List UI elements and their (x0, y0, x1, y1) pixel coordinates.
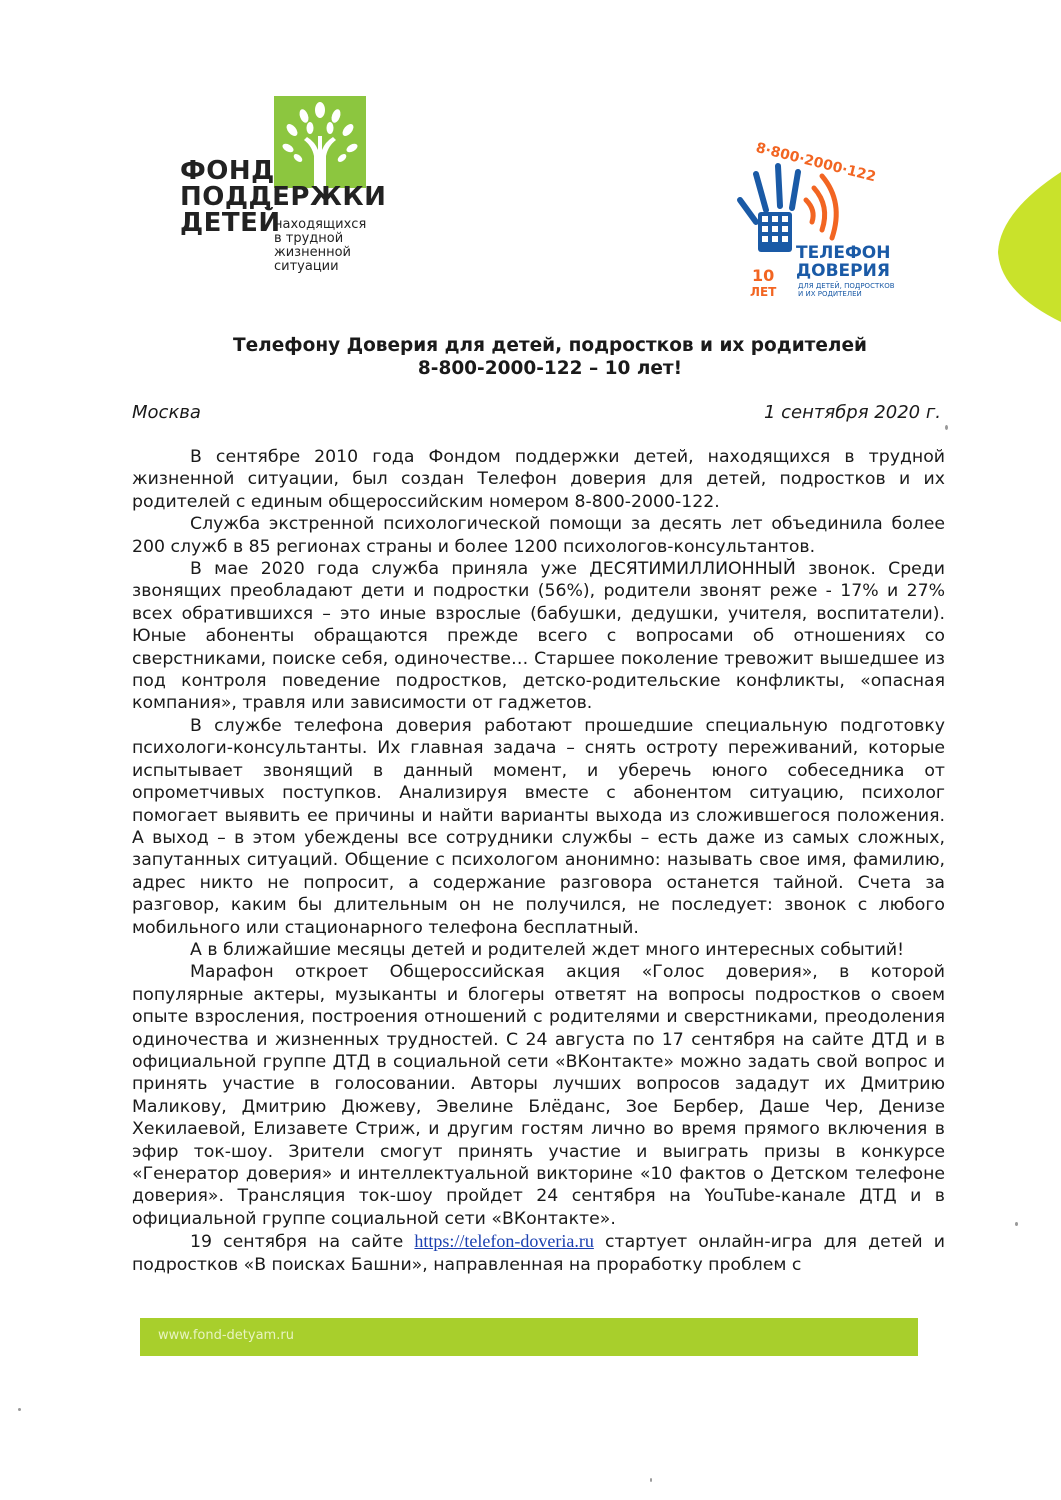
site-link[interactable]: https://telefon-doveria.ru (414, 1231, 594, 1252)
hotline-subtitle-line: ДЛЯ ДЕТЕЙ, ПОДРОСТКОВ (798, 282, 895, 290)
scan-speck (18, 1408, 21, 1411)
hotline-title-line: ДОВЕРИЯ (796, 261, 890, 281)
title-line-2: 8-800-2000-122 – 10 лет! (417, 358, 683, 379)
fund-name-line: ПОДДЕРЖКИ (180, 182, 387, 212)
fund-logo (180, 96, 387, 286)
hotline-number: 8·800·2000·122 (754, 140, 878, 186)
hotline-subtitle-line: И ИХ РОДИТЕЛЕЙ (798, 290, 862, 298)
paragraph: В сентябре 2010 года Фондом поддержки детей, находящихся в трудной жизненной ситуации, был создан Телефон доверия для детей, подростков и их родителей с единым общероссийским номером 8-800-2000-122. (132, 447, 945, 512)
fund-subtitle-line: в трудной (274, 231, 344, 246)
hotline-title-line: ТЕЛЕФОН (796, 243, 891, 263)
fund-name-line: ФОНД (180, 156, 275, 186)
paragraph: В мае 2020 года служба приняла уже ДЕСЯТИМИЛЛИОННЫЙ звонок. Среди звонящих преобладают дети и подростки (56%), родители звонят реже - 17% и 27% всех обратившихся – это иные взрослые (бабушки, дедушки, учителя, воспитатели). Юные абоненты обращаются прежде всего с вопросами об отношениях со сверстниками, поиске себя, одиночестве… Старшее поколение тревожит вышедшее из под контроля поведение подростков, детско-родительские конфликты, «опасная компания», травля или зависимости от гаджетов. (132, 559, 945, 714)
scan-speck (650, 1478, 652, 1482)
fund-subtitle (274, 218, 366, 274)
hotline-logo (728, 140, 903, 310)
fund-subtitle-line: жизненной (274, 245, 351, 260)
fund-name-line: ДЕТЕЙ (180, 208, 281, 238)
years-label: ЛЕТ (750, 285, 777, 299)
paragraph-text: 19 сентября на сайте (190, 1232, 415, 1253)
fund-subtitle-line: ситуации (274, 259, 339, 274)
paragraph-text: стартует онлайн-игра для детей и подростков «В поисках Башни», направленная на проработку проблем с (132, 1232, 946, 1275)
paragraph: В службе телефона доверия работают прошедшие специальную подготовку психологи-консультанты. Их главная задача – снять остроту переживаний, которые испытывает звонящий в данный момент, и уберечь юного собеседника от опрометчивых поступков. Анализируя вместе с абонентом ситуацию, психолог помогает выявить ее причины и найти варианты выхода из сложившегося положения. А выход – в этом убеждены все сотрудники службы – есть даже из самых сложных, запутанных ситуаций. Общение с психологом анонимно: называть свое имя, фамилию, адрес никто не попросит, а содержание разговора останется тайной. Счета за разговор, каким бы длительным он не получился, не последует: звонок с любого мобильного или стационарного телефона бесплатный. (132, 715, 945, 938)
paragraph: А в ближайшие месяцы детей и родителей ждет много интересных событий! (190, 939, 905, 960)
hotline-subtitle (798, 282, 895, 298)
paragraph: Марафон откроет Общероссийская акция «Голос доверия», в которой популярные актеры, музыканты и блогеры ответят на вопросы подростков о своем опыте взросления, построения отношений с родителями и сверстниками, преодоления одиночества и жизненных трудностей. С 24 августа по 17 сентября на сайте ДТД и в официальной группе ДТД в социальной сети «ВКонтакте» можно задать свой вопрос и принять участие в голосовании. Авторы лучших вопросов зададут их Дмитрию Маликову, Дмитрию Дюжеву, Эвелине Блёданс, Зое Бербер, Даше Чер, Денизе Хекилаевой, Елизавете Стриж, и другим гостям лично во время прямого включения в эфир ток-шоу. Зрители смогут принять участие и выиграть призы в конкурсе «Генератор доверия» и интеллектуальной викторине «10 фактов о Детском телефоне доверия». Трансляция ток-шоу пройдет 24 сентября на YouTube-канале ДТД и в официальной группе социальной сети «ВКонтакте». (132, 962, 945, 1229)
title-line-1: Телефону Доверия для детей, подростков и их родителей (233, 335, 867, 356)
years-number: 10 (752, 266, 775, 285)
scan-speck (945, 425, 948, 430)
fund-subtitle-line: находящихся (274, 217, 367, 232)
footer-url: www.fond-detyam.ru (158, 1328, 294, 1343)
date: 1 сентября 2020 г. (763, 402, 941, 423)
scan-speck (1015, 1222, 1018, 1226)
body-text (132, 446, 945, 1276)
paragraph: Служба экстренной психологической помощи за десять лет объединила более 200 служб в 85 регионах страны и более 1200 психологов-консультантов. (132, 514, 945, 557)
document-title (150, 334, 950, 380)
footer-bar (140, 1318, 918, 1356)
edge-decoration (980, 172, 1061, 322)
paragraph (132, 1230, 945, 1276)
place: Москва (132, 402, 201, 423)
years-badge (750, 268, 776, 300)
hotline-title (796, 244, 890, 280)
